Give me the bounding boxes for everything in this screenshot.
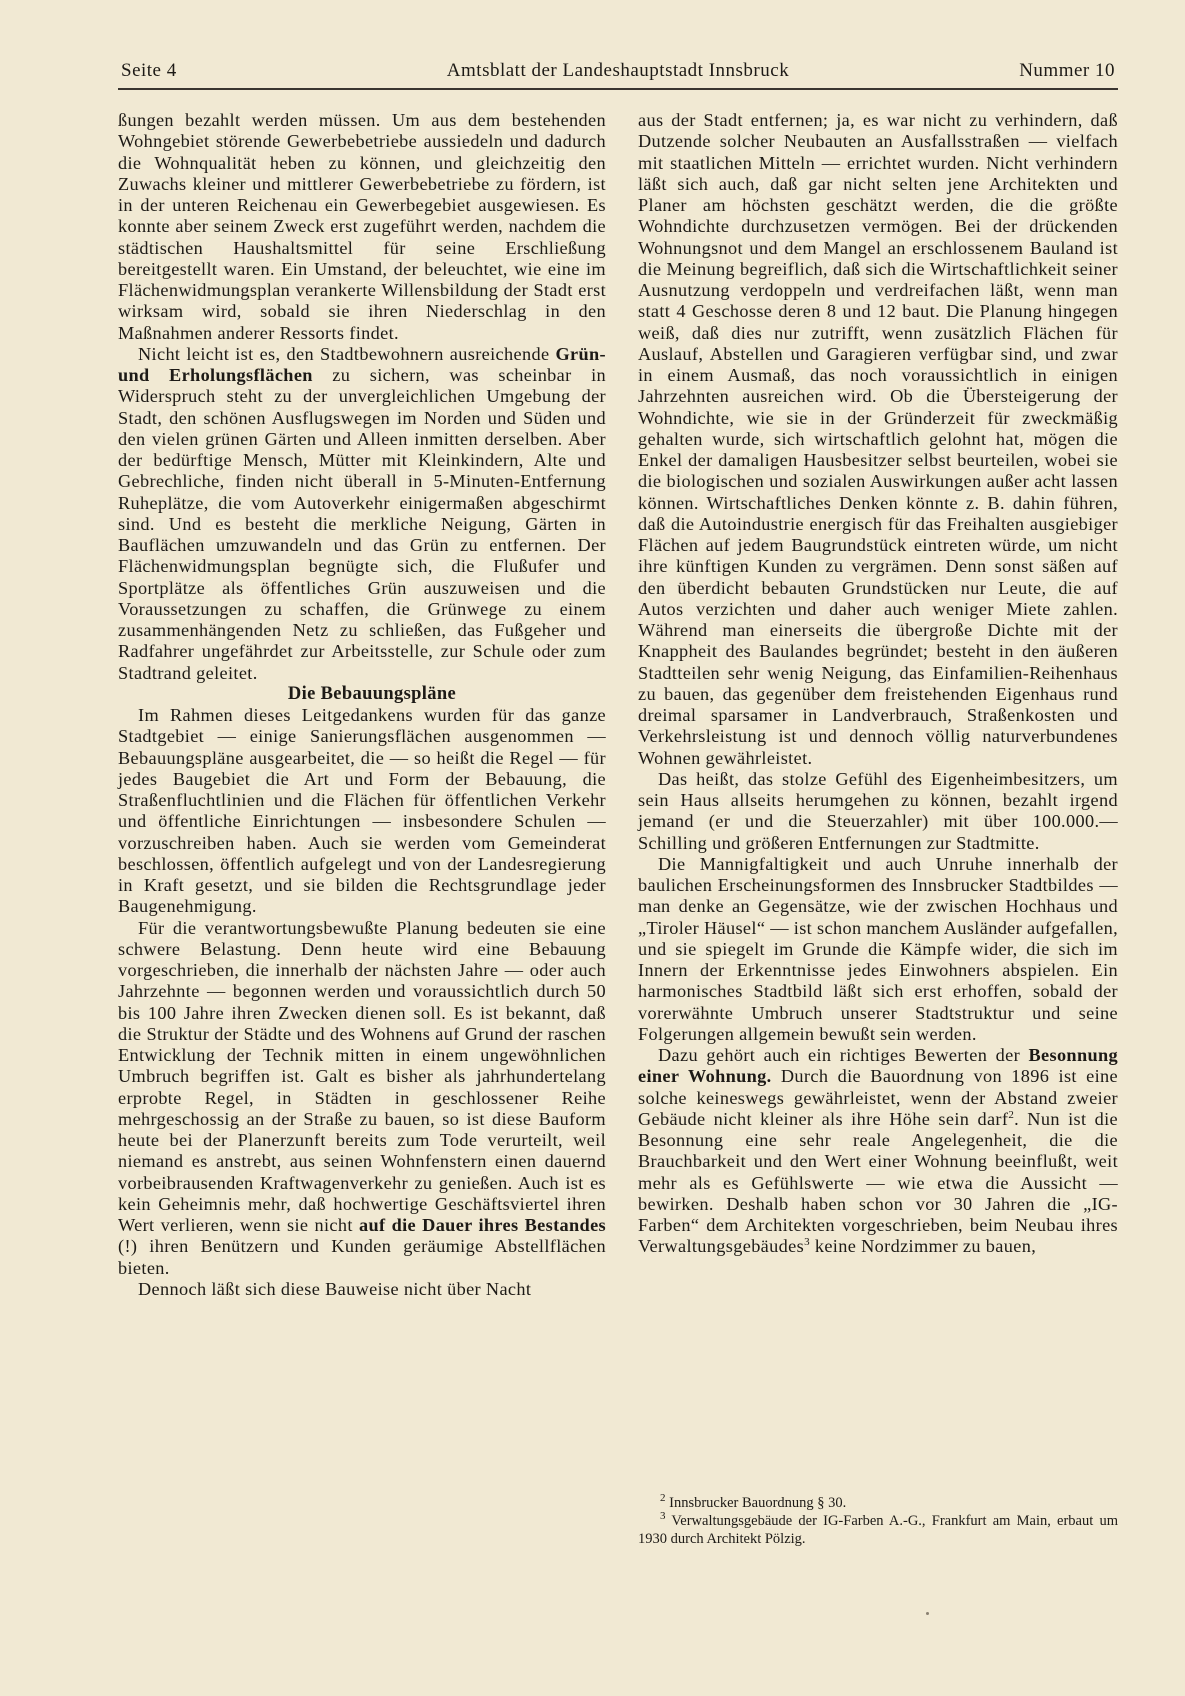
text: zu sichern, was scheinbar in Widerspruch steht zu der unvergleichlichen Umgebung der Stadt, den schönen Ausflugswegen im Norden und Süden und den vielen grünen Gärten und Alleen inmitten derselben. Aber der bedürftige Mensch, Mütter mit Kleinkindern, Alte und Gebrechliche, finden nicht überall in 5-Minuten-Entfernung Ruheplätze, die vom Autoverkehr einigermaßen abgeschirmt sind. Und es besteht die merkliche Neigung, Gärten in Bauflächen umzuwandeln und das Grün zu entfernen. Der Flächenwidmungsplan begnügte sich, die Flußufer und Sportplätze als öffentliches Grün auszuweisen und die Voraussetzungen zu schaffen, die Grünwege zu einem zusammenhängenden Netz zu schließen, das Fußgeher und Radfahrer ungefährdet zur Arbeitsstelle, zur Schule oder zum Stadtrand geleitet.: [118, 365, 606, 683]
section-heading: Die Bebauungspläne: [287, 683, 457, 704]
print-speck: [926, 1612, 929, 1615]
paragraph: [638, 1045, 1118, 1258]
footnote: [638, 1512, 1118, 1548]
paragraph: Das heißt, das stolze Gefühl des Eigenheimbesitzers, um sein Haus allseits herumgehen zu können, bezahlt irgend jemand (er und die Steuerzahler) mit über 100.000.— Schilling und größeren Entfernungen zur Stadtmitte.: [638, 768, 1118, 853]
footnote-ref: 3: [804, 1236, 810, 1249]
footnotes: [638, 1494, 1118, 1548]
paragraph: aus der Stadt entfernen; ja, es war nicht zu verhindern, daß Dutzende solcher Neubauten an Ausfallsstraßen — vielfach mit staatlichen Mitteln — errichtet wurden. Nicht verhindern läßt sich auch, daß gar nicht selten jene Architekten und Planer am höchsten geschätzt werden, die die größte Wohndichte durchzusetzen vermögen. Bei der drückenden Wohnungsnot und dem Mangel an erschlossenem Bauland ist die Meinung begreiflich, daß sich die Wirtschaftlichkeit seiner Ausnutzung verdoppeln und verdreifachen läßt, wenn man statt 4 Geschosse deren 8 und 12 baut. Die Planung hingegen weiß, daß dies nur zutrifft, wenn zusätzlich Flächen für Auslauf, Abstellen und Garagieren verfügbar sind, und zwar in einem Ausmaß, das noch voraussichtlich in einigen Jahrzehnten ausreichen wird. Ob die Übersteigerung der Wohndichte, wie sie in der Gründerzeit für zweckmäßig gehalten wurde, sich wirtschaftlich gelohnt hat, mögen die Enkel der damaligen Hausbesitzer selbst beurteilen, wobei sie die biologischen und sozialen Auswirkungen außer acht lassen können. Wirtschaftliches Denken könnte z. B. dahin führen, daß die Autoindustrie energisch für das Freihalten ausgiebiger Flächen auf jedem Baugrundstück eintreten würde, um nicht ihre künftigen Kunden zu vergrämen. Denn sonst säßen auf den überdicht bebauten Grundstücken nur Leute, die auf Autos verzichten und daher auch weniger Miete zahlen. Während man einerseits die übergroße Dichte mit der Knappheit des Baulandes begründet; besteht in den äußeren Stadtteilen sehr wenig Neigung, das Einfamilien-Reihenhaus zu bauen, das gegenüber dem freistehenden Eigenhaus rund dreimal sparsamer in Landverbrauch, Straßenkosten und Verkehrsleistung ist und dennoch völlig naturverbundenes Wohnen gewährleistet.: [638, 110, 1118, 768]
paragraph: Dennoch läßt sich diese Bauweise nicht über Nacht: [138, 1278, 532, 1299]
text: Dazu gehört auch ein richtiges Bewerten der: [658, 1045, 1029, 1065]
footnote-mark: 2: [660, 1492, 666, 1505]
text: Durch die Bauordnung von 1896 ist eine solche keineswegs gewährleistet, wenn der Abstand zweier Gebäude nicht kleiner als ihre Höhe sein darf: [638, 1066, 1118, 1129]
bold-text: Besonnung einer Wohnung.: [638, 1045, 1118, 1087]
footnote: [638, 1494, 1118, 1512]
footnote-text: Innsbrucker Bauordnung § 30.: [665, 1495, 847, 1511]
issue-number: Nummer 10: [1019, 60, 1115, 81]
right-column: [638, 110, 1118, 1258]
paragraph: ßungen bezahlt werden müssen. Um aus dem bestehenden Wohngebiet störende Gewerbebetriebe aussiedeln und dadurch die Wohnqualität heben zu können, und gleichzeitig den Zuwachs kleiner und mittlerer Gewerbebetriebe zu fördern, ist in der unteren Reichenau ein Gewerbegebiet ausgewiesen. Es konnte aber seinem Zweck erst zugeführt werden, nachdem die städtischen Haushaltsmittel für seine Erschließung bereitgestellt waren. Ein Umstand, der beleuchtet, wie eine im Flächenwidmungsplan verankerte Willensbildung der Stadt erst wirksam wird, sobald sie ihren Niederschlag in den Maßnahmen anderer Ressorts findet.: [118, 110, 606, 343]
text: Nicht leicht ist es, den Stadtbewohnern ausreichende: [138, 343, 556, 364]
footnote-mark: 3: [660, 1510, 666, 1523]
text: keine Nordzimmer zu bauen,: [809, 1236, 1037, 1257]
page-header: [118, 58, 1118, 90]
bold-text: Grün- und Erholungsflächen: [118, 343, 606, 385]
text: (!) ihren Benützern und Kunden geräumige Abstellflächen bieten.: [118, 1236, 606, 1278]
paragraph: Die Mannigfaltigkeit und auch Unruhe innerhalb der baulichen Erscheinungsformen des Innsbrucker Stadtbildes — man denke an Gegensätze, wie der zwischen Hochhaus und „Tiroler Häusel“ — ist schon manchem Ausländer aufgefallen, und sie spiegelt im Grunde die Kämpfe wider, die sich im Innern der Erkenntnisse jedes Einwohners abspielen. Ein harmonisches Stadtbild läßt sich erst erhoffen, sobald der vorerwähnte Umbruch unserer Stadtstruktur und seine Folgerungen allgemein bewußt sein werden.: [638, 853, 1118, 1044]
bold-text: auf die Dauer ihres Bestandes: [358, 1215, 606, 1235]
left-column: [118, 110, 606, 1300]
footnote-ref: 2: [1008, 1108, 1015, 1121]
publication-title: Amtsblatt der Landeshauptstadt Innsbruck: [446, 60, 790, 81]
footnote-text: Verwaltungsgebäude der IG-Farben A.-G., Frankfurt am Main, erbaut um 1930 durch Architekt Pölzig.: [638, 1513, 1118, 1547]
page-number: Seite 4: [121, 60, 177, 81]
paragraph: [118, 918, 606, 1279]
text: Für die verantwortungsbewußte Planung bedeuten sie eine schwere Belastung. Denn heute wird eine Bebauung vorgeschrieben, die innerhalb der nächsten Jahre — oder auch Jahrzehnte — begonnen werden und voraussichtlich durch 50 bis 100 Jahre ihren Zwecken dienen soll. Es ist bekannt, daß die Struktur der Städte und des Wohnens auf Grund der raschen Entwicklung der Technik mitten in einem ungewöhnlichen Umbruch begriffen ist. Galt es bisher als jahrhundertelang erprobte Regel, in Städten in geschlossener Reihe mehrgeschossig an der Straße zu bauen, so ist diese Bauform heute bei der Planerzunft bereits zum Tode verurteilt, weil niemand es anstrebt, aus seinen Wohnfenstern einen dauernd vorbeibrausenden Kraftwagenverkehr zu genießen. Auch ist es kein Geheimnis mehr, daß hochwertige Geschäftsviertel ihren Wert verlieren, wenn sie nicht: [118, 917, 606, 1235]
paragraph: Im Rahmen dieses Leitgedankens wurden für das ganze Stadtgebiet — einige Sanierungsflächen ausgenommen — Bebauungspläne ausgearbeitet, die — so heißt die Regel — für jedes Baugebiet die Art und Form der Bebauung, die Straßenfluchtlinien und die Flächen für öffentlichen Verkehr und öffentliche Einrichtungen — insbesondere Schulen — vorzuschreiben haben. Auch sie werden vom Gemeinderat beschlossen, öffentlich aufgelegt und von der Landesregierung in Kraft gesetzt, und sie bilden die Rechtsgrundlage jeder Baugenehmigung.: [118, 705, 606, 917]
paragraph: [118, 344, 606, 684]
text: . Nun ist die Besonnung eine sehr reale Angelegenheit, die die Brauchbarkeit und den Wert einer Wohnung beeinflußt, weit mehr als es Gefühlswerte — wie etwa die Aussicht — bewirken. Deshalb haben schon vor 30 Jahren die „IG-Farben“ dem Architekten vorgeschrieben, beim Neubau ihres Verwaltungsgebäudes: [638, 1108, 1118, 1257]
